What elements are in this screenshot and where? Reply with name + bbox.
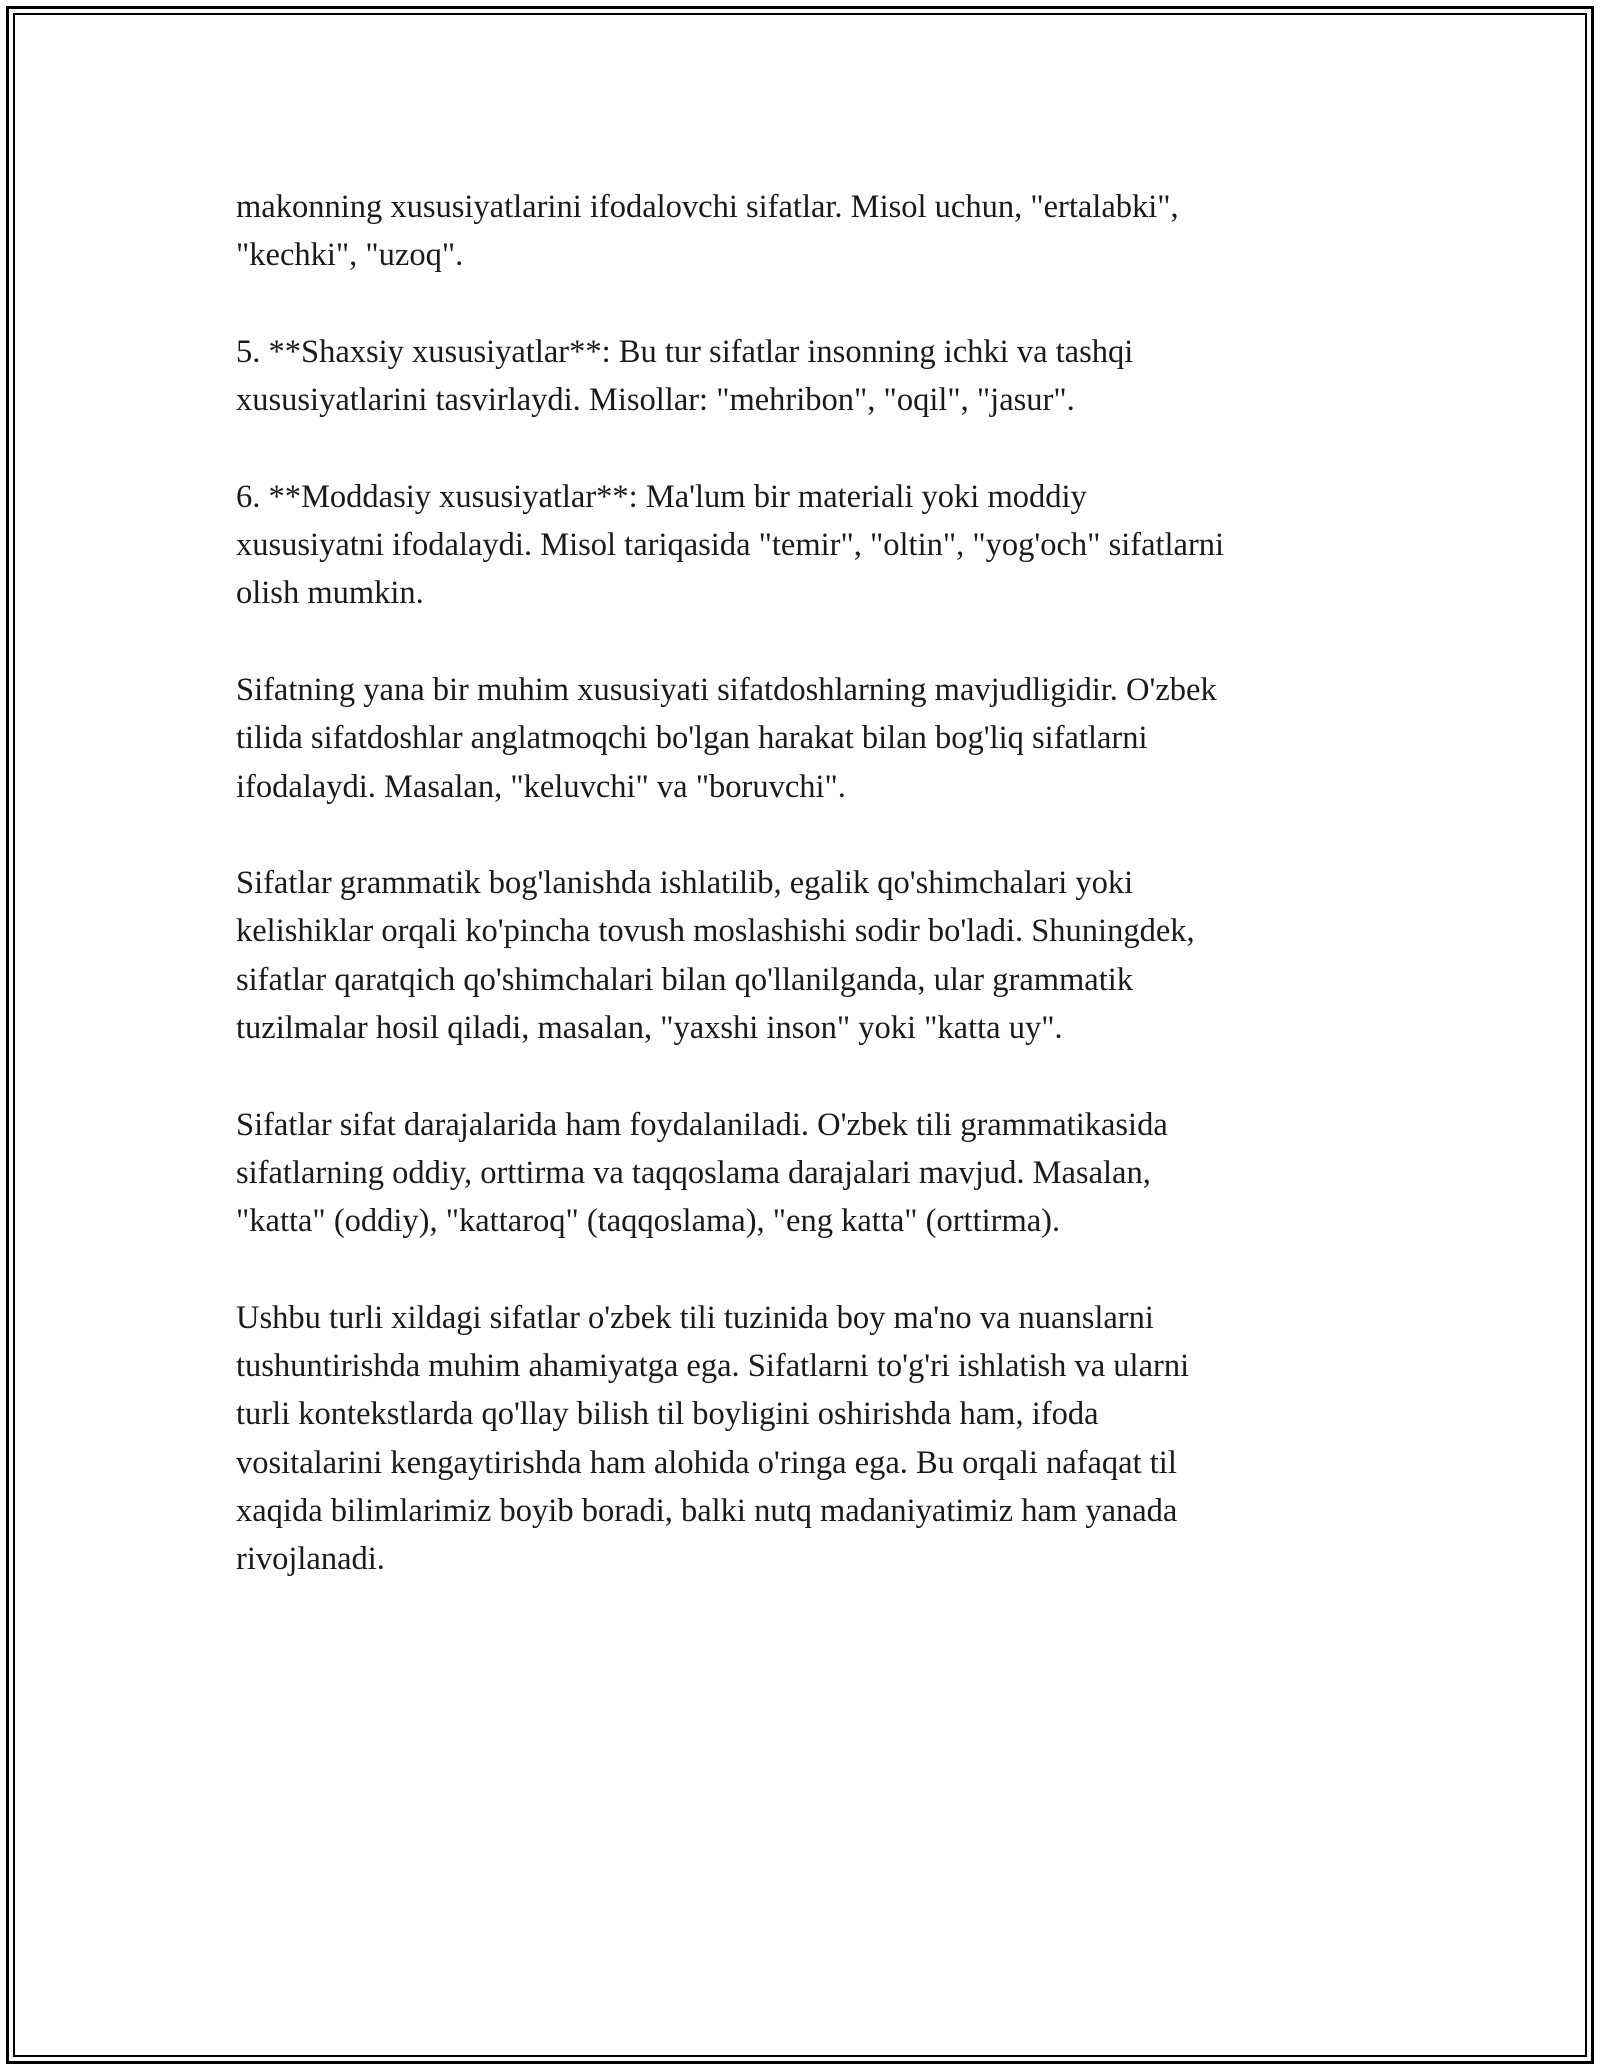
paragraph-6: Sifatlar sifat darajalarida ham foydalaniladi. O'zbek tili grammatikasida sifatlarning oddiy, orttirma va taqqoslama darajalari mavjud. Masalan, "katta" (oddiy), "kattaroq" (taqqoslama), "eng katta" (orttirma). [236,1106,1168,1240]
paragraph-7: Ushbu turli xildagi sifatlar o'zbek tili tuzinida boy ma'no va nuanslarni tushuntirishda muhim ahamiyatga ega. Sifatlarni to'g'ri ishlatish va ularni turli kontekstlarda qo'llay bilish til boyligini oshirishda ham, ifoda vositalarini kengaytirishda ham alohida o'ringa ega. Bu orqali nafaqat til xaqida bilimlarimiz boyib boradi, balki nutq madaniyatimiz ham yanada rivojlanadi. [236,1299,1190,1578]
paragraph-4: Sifatning yana bir muhim xususiyati sifatdoshlarning mavjudligidir. O'zbek tilida sifatdoshlar anglatmoqchi bo'lgan harakat bilan bog'liq sifatlarni ifodalaydi. Masalan, "keluvchi" va "boruvchi". [236,671,1217,805]
document-body [236,183,1366,1632]
paragraph-2: 5. **Shaxsiy xususiyatlar**: Bu tur sifatlar insonning ichki va tashqi xususiyatlarini tasvirlaydi. Misollar: "mehribon", "oqil", "jasur". [236,333,1134,419]
paragraph-1: makonning xususiyatlarini ifodalovchi sifatlar. Misol uchun, "ertalabki", "kechki", "uzoq". [236,189,1179,274]
paragraph-5: Sifatlar grammatik bog'lanishda ishlatilib, egalik qo'shimchalari yoki kelishiklar orqali ko'pincha tovush moslashishi sodir bo'ladi. Shuningdek, sifatlar qaratqich qo'shimchalari bilan qo'llanilganda, ular grammatik tuzilmalar hosil qiladi, masalan, "yaxshi inson" yoki "katta uy". [236,865,1195,1047]
paragraph-3: 6. **Moddasiy xususiyatlar**: Ma'lum bir materiali yoki moddiy xususiyatni ifodalaydi. Misol tariqasida "temir", "oltin", "yog'och" sifatlarni olish mumkin. [236,478,1225,612]
